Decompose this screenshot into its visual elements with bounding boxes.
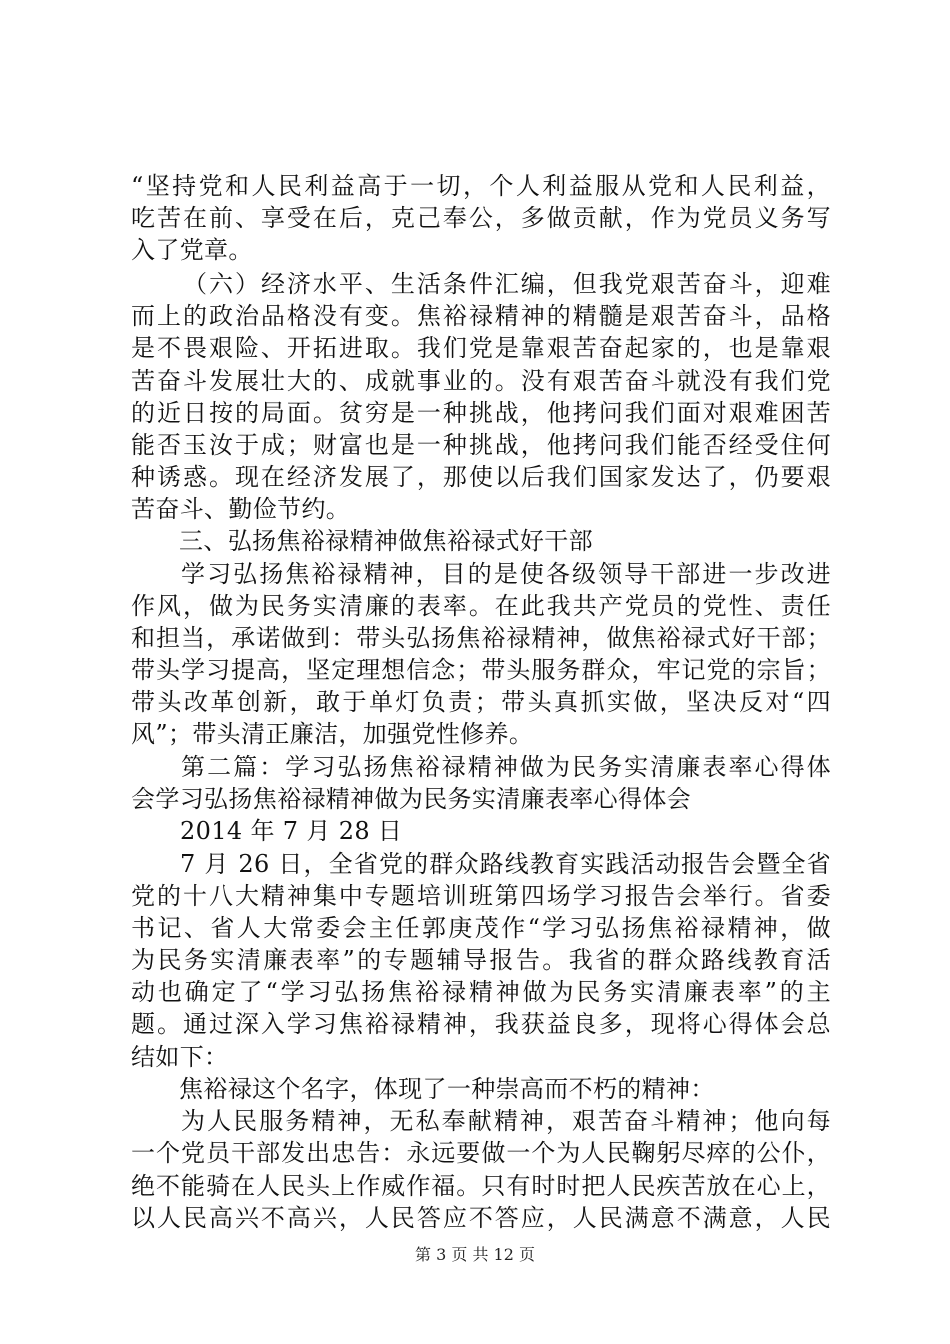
- text-line: 吃苦在前、享受在后，克己奉公，多做贡献，作为党员义务写: [131, 204, 831, 232]
- text-line: 入了党章。: [131, 236, 253, 264]
- text-line: 7 月 26 日，全省党的群众路线教育实践活动报告会暨全省: [180, 850, 831, 878]
- text-line: 为人民服务精神，无私奉献精神，艰苦奋斗精神；他向每: [181, 1107, 831, 1135]
- text-line: 是不畏艰险、开拓进取。我们党是靠艰苦奋起家的，也是靠艰: [131, 334, 831, 362]
- section-heading: 第二篇：学习弘扬焦裕禄精神做为民务实清廉表率心得体: [181, 753, 831, 781]
- section-heading: 三、弘扬焦裕禄精神做焦裕禄式好干部: [179, 527, 593, 555]
- page-footer: 第 3 页 共 12 页: [415, 1245, 535, 1264]
- text-line: 一个党员干部发出忠告：永远要做一个为人民鞠躬尽瘁的公仆，: [131, 1139, 831, 1167]
- text-line: 以人民高兴不高兴，人民答应不答应，人民满意不满意，人民: [131, 1204, 831, 1232]
- text-line: 焦裕禄这个名字，体现了一种崇高而不朽的精神：: [179, 1075, 715, 1103]
- text-line: 绝不能骑在人民头上作威作福。只有时时把人民疾苦放在心上，: [131, 1172, 831, 1200]
- text-line: 的近日按的局面。贫穷是一种挑战，他拷问我们面对艰难困苦: [131, 399, 831, 427]
- text-line: 风”；带头清正廉洁，加强党性修养。: [131, 720, 534, 748]
- text-line: 而上的政治品格没有变。焦裕禄精神的精髓是艰苦奋斗，品格: [131, 302, 831, 330]
- text-line: 苦奋斗、勤俭节约。: [131, 495, 351, 523]
- text-line: 能否玉汝于成；财富也是一种挑战，他拷问我们能否经受住何: [131, 431, 831, 459]
- date-line: 2014 年 7 月 28 日: [180, 817, 403, 845]
- text-line: 为民务实清廉表率”的专题辅导报告。我省的群众路线教育活: [131, 946, 831, 974]
- text-line: 带头学习提高，坚定理想信念；带头服务群众，牢记党的宗旨；: [131, 656, 831, 684]
- text-line: 和担当，承诺做到：带头弘扬焦裕禄精神，做焦裕禄式好干部；: [131, 624, 831, 652]
- text-line: 种诱惑。现在经济发展了，那使以后我们国家发达了，仍要艰: [131, 463, 831, 491]
- text-line: “坚持党和人民利益高于一切，个人利益服从党和人民利益，: [131, 172, 831, 200]
- text-line: 题。通过深入学习焦裕禄精神，我获益良多，现将心得体会总: [131, 1010, 831, 1038]
- text-line: 书记、省人大常委会主任郭庚茂作“学习弘扬焦裕禄精神，做: [131, 914, 831, 942]
- text-line: 动也确定了“学习弘扬焦裕禄精神做为民务实清廉表率”的主: [131, 978, 831, 1006]
- text-line: 结如下：: [131, 1043, 229, 1071]
- text-line: 党的十八大精神集中专题培训班第四场学习报告会举行。省委: [131, 882, 831, 910]
- text-line: （六）经济水平、生活条件汇编，但我党艰苦奋斗，迎难: [183, 270, 831, 298]
- text-line: 学习弘扬焦裕禄精神，目的是使各级领导干部进一步改进: [181, 560, 831, 588]
- text-line: 带头改革创新，敢于单灯负责；带头真抓实做，坚决反对“四: [131, 688, 831, 716]
- text-line: 苦奋斗发展壮大的、成就事业的。没有艰苦奋斗就没有我们党: [131, 367, 831, 395]
- section-heading: 会学习弘扬焦裕禄精神做为民务实清廉表率心得体会: [131, 785, 692, 813]
- text-line: 作风，做为民务实清廉的表率。在此我共产党员的党性、责任: [131, 592, 831, 620]
